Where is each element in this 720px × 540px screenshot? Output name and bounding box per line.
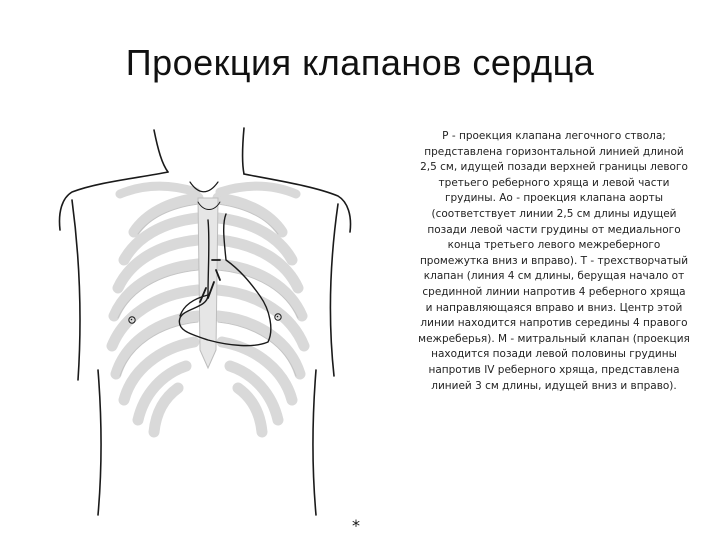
page-mark: * (352, 516, 360, 535)
valve-projection-description: Р - проекция клапана легочного ствола; представлена горизонтальной линией длиной 2,5 см, идущей позади верхней границы левого третьего реберного хряща и левой части грудины. Ао - проекция клапана аорты (соответствует линии 2,5 см длины идущей позади левой части грудины от медиального конца третьего левого межреберного промежутка вниз и вправо). Т - трехстворчатый клапан (линия 4 см длины, берущая начало от срединной линии напротив 4 реберного хряща и направляющаяся вправо и вниз. Центр этой линии находится напротив середины 4 правого межреберья). М - митральный клапан (проекция находится позади левой половины грудины напротив IV реберного хряща, представлена линией 3 см длины, идущей вниз и вправо). (418, 130, 690, 392)
thorax-diagram (58, 120, 408, 520)
slide-title: Проекция клапанов сердца (125, 42, 595, 83)
